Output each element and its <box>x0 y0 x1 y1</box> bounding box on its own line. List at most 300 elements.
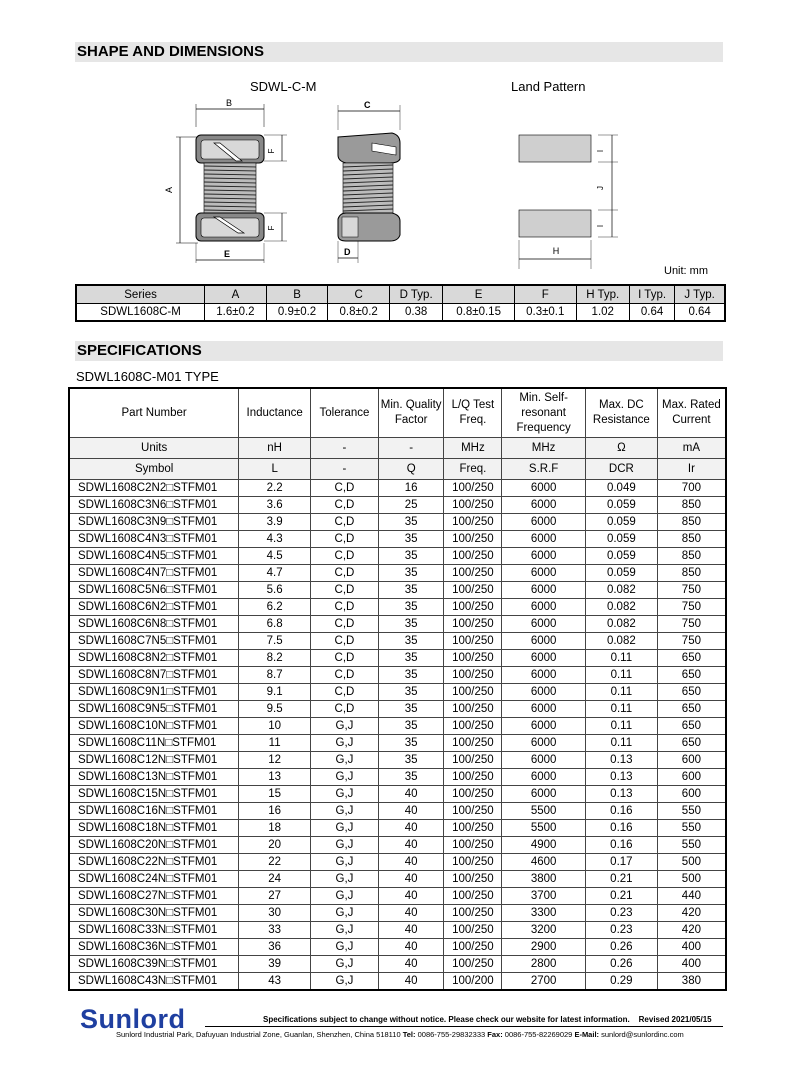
spec-cell: G,J <box>311 888 379 905</box>
spec-cell: C,D <box>311 582 379 599</box>
part-number-cell: SDWL1608C30N□STFM01 <box>69 905 239 922</box>
part-number-cell: SDWL1608C13N□STFM01 <box>69 769 239 786</box>
spec-cell: 24 <box>239 871 311 888</box>
part-number-cell: SDWL1608C6N2□STFM01 <box>69 599 239 616</box>
spec-header-part-number: Part Number <box>69 388 239 438</box>
spec-cell: 6000 <box>502 497 586 514</box>
spec-cell: 36 <box>239 939 311 956</box>
dim-header: J Typ. <box>675 285 725 304</box>
spec-cell: 16 <box>239 803 311 820</box>
spec-cell: 6000 <box>502 752 586 769</box>
spec-cell: 4.7 <box>239 565 311 582</box>
spec-header-current: Max. Rated Current <box>657 388 726 438</box>
table-row <box>69 718 726 735</box>
table-row <box>69 922 726 939</box>
label-b: B <box>225 98 233 108</box>
component-drawing <box>160 95 620 275</box>
spec-header-test-freq: L/Q Test Freq. <box>444 388 502 438</box>
spec-cell: 100/250 <box>444 582 502 599</box>
table-row <box>69 973 726 991</box>
symbol-cell: S.R.F <box>502 459 586 480</box>
footer-fax: 0086-755-82269029 <box>504 1030 573 1039</box>
spec-cell: 9.1 <box>239 684 311 701</box>
symbol-cell: Freq. <box>444 459 502 480</box>
table-row <box>69 650 726 667</box>
spec-cell: 100/250 <box>444 684 502 701</box>
spec-cell: 850 <box>657 514 726 531</box>
spec-cell: 500 <box>657 854 726 871</box>
dimensions-table <box>75 284 726 322</box>
spec-cell: G,J <box>311 973 379 991</box>
spec-cell: 100/250 <box>444 667 502 684</box>
spec-cell: 100/250 <box>444 497 502 514</box>
table-row <box>69 684 726 701</box>
spec-cell: C,D <box>311 684 379 701</box>
table-row <box>69 956 726 973</box>
spec-cell: 6000 <box>502 616 586 633</box>
drawing-caption-right: Land Pattern <box>511 79 586 94</box>
spec-cell: 40 <box>378 837 444 854</box>
label-i-bottom: I <box>596 224 605 228</box>
spec-cell: 2700 <box>502 973 586 991</box>
dim-header: D Typ. <box>389 285 442 304</box>
sunlord-logo: Sunlord <box>80 1004 186 1034</box>
spec-cell: G,J <box>311 854 379 871</box>
spec-cell: 100/250 <box>444 735 502 752</box>
dim-header: A <box>205 285 267 304</box>
spec-cell: 500 <box>657 871 726 888</box>
footer-notice <box>263 1015 712 1024</box>
table-row <box>69 752 726 769</box>
spec-cell: 7.5 <box>239 633 311 650</box>
spec-cell: 100/250 <box>444 837 502 854</box>
part-number-cell: SDWL1608C18N□STFM01 <box>69 820 239 837</box>
spec-cell: 40 <box>378 888 444 905</box>
spec-cell: 400 <box>657 956 726 973</box>
spec-cell: 0.13 <box>585 786 657 803</box>
spec-cell: 0.11 <box>585 667 657 684</box>
spec-cell: G,J <box>311 803 379 820</box>
spec-cell: 0.082 <box>585 582 657 599</box>
spec-cell: 0.11 <box>585 701 657 718</box>
spec-cell: 850 <box>657 548 726 565</box>
part-number-cell: SDWL1608C39N□STFM01 <box>69 956 239 973</box>
spec-cell: 100/250 <box>444 871 502 888</box>
table-row <box>69 837 726 854</box>
spec-cell: 4.3 <box>239 531 311 548</box>
part-number-cell: SDWL1608C9N5□STFM01 <box>69 701 239 718</box>
spec-cell: 8.7 <box>239 667 311 684</box>
spec-cell: 6000 <box>502 735 586 752</box>
label-j: J <box>596 186 605 190</box>
spec-cell: 850 <box>657 497 726 514</box>
spec-cell: 35 <box>378 667 444 684</box>
unit-label: Unit: mm <box>664 265 708 277</box>
spec-cell: 33 <box>239 922 311 939</box>
part-number-cell: SDWL1608C9N1□STFM01 <box>69 684 239 701</box>
spec-cell: 0.059 <box>585 497 657 514</box>
spec-cell: 35 <box>378 531 444 548</box>
spec-cell: 9.5 <box>239 701 311 718</box>
spec-cell: 600 <box>657 786 726 803</box>
spec-cell: 35 <box>378 718 444 735</box>
spec-cell: 100/250 <box>444 803 502 820</box>
spec-subtitle: SDWL1608C-M01 TYPE <box>76 369 219 384</box>
spec-cell: 35 <box>378 633 444 650</box>
spec-header-inductance: Inductance <box>239 388 311 438</box>
spec-cell: 8.2 <box>239 650 311 667</box>
spec-cell: 35 <box>378 752 444 769</box>
spec-cell: G,J <box>311 939 379 956</box>
spec-cell: 650 <box>657 650 726 667</box>
spec-cell: C,D <box>311 701 379 718</box>
spec-cell: 100/200 <box>444 973 502 991</box>
spec-cell: 0.16 <box>585 837 657 854</box>
spec-cell: 0.23 <box>585 922 657 939</box>
spec-cell: 27 <box>239 888 311 905</box>
spec-cell: C,D <box>311 650 379 667</box>
part-number-cell: SDWL1608C4N7□STFM01 <box>69 565 239 582</box>
spec-cell: G,J <box>311 786 379 803</box>
spec-cell: 100/250 <box>444 650 502 667</box>
symbol-cell: Q <box>378 459 444 480</box>
spec-cell: C,D <box>311 616 379 633</box>
dim-header: B <box>266 285 328 304</box>
dim-header: E <box>443 285 515 304</box>
spec-cell: 2800 <box>502 956 586 973</box>
table-row <box>69 701 726 718</box>
spec-cell: 650 <box>657 684 726 701</box>
spec-cell: 100/250 <box>444 633 502 650</box>
footer-address-text: Sunlord Industrial Park, Dafuyuan Industrial Zone, Guanlan, Shenzhen, China 518110 <box>116 1030 401 1039</box>
table-row <box>69 871 726 888</box>
spec-cell: 2900 <box>502 939 586 956</box>
spec-cell: 6000 <box>502 599 586 616</box>
spec-cell: 4600 <box>502 854 586 871</box>
part-number-cell: SDWL1608C16N□STFM01 <box>69 803 239 820</box>
units-cell: mA <box>657 438 726 459</box>
part-number-cell: SDWL1608C8N7□STFM01 <box>69 667 239 684</box>
spec-cell: 12 <box>239 752 311 769</box>
units-cell: Units <box>69 438 239 459</box>
dim-cell: 0.9±0.2 <box>266 304 328 322</box>
spec-cell: 3300 <box>502 905 586 922</box>
spec-cell: 35 <box>378 582 444 599</box>
spec-cell: G,J <box>311 871 379 888</box>
spec-cell: 35 <box>378 599 444 616</box>
spec-cell: 6000 <box>502 684 586 701</box>
spec-cell: 0.082 <box>585 633 657 650</box>
dim-header: F <box>514 285 576 304</box>
spec-cell: 100/250 <box>444 616 502 633</box>
spec-cell: 40 <box>378 922 444 939</box>
spec-cell: 100/250 <box>444 752 502 769</box>
part-number-cell: SDWL1608C5N6□STFM01 <box>69 582 239 599</box>
part-number-cell: SDWL1608C12N□STFM01 <box>69 752 239 769</box>
spec-cell: 30 <box>239 905 311 922</box>
spec-cell: 100/250 <box>444 599 502 616</box>
spec-cell: 5.6 <box>239 582 311 599</box>
spec-cell: 6000 <box>502 667 586 684</box>
spec-cell: 0.13 <box>585 752 657 769</box>
footer-email: sunlord@sunlordinc.com <box>601 1030 684 1039</box>
label-i-top: I <box>596 149 605 153</box>
label-e: E <box>224 249 231 259</box>
spec-cell: G,J <box>311 769 379 786</box>
footer-divider <box>205 1026 723 1027</box>
spec-cell: 750 <box>657 599 726 616</box>
table-row <box>69 548 726 565</box>
part-number-cell: SDWL1608C27N□STFM01 <box>69 888 239 905</box>
spec-cell: 750 <box>657 616 726 633</box>
dim-header: C <box>328 285 390 304</box>
spec-cell: 100/250 <box>444 854 502 871</box>
spec-cell: 39 <box>239 956 311 973</box>
spec-cell: C,D <box>311 548 379 565</box>
table-row <box>69 599 726 616</box>
spec-cell: 0.17 <box>585 854 657 871</box>
dim-header: H Typ. <box>576 285 629 304</box>
part-number-cell: SDWL1608C4N5□STFM01 <box>69 548 239 565</box>
spec-cell: 100/250 <box>444 565 502 582</box>
spec-cell: 600 <box>657 752 726 769</box>
spec-cell: 40 <box>378 956 444 973</box>
spec-cell: 0.21 <box>585 888 657 905</box>
table-row <box>69 803 726 820</box>
spec-cell: C,D <box>311 514 379 531</box>
units-cell: nH <box>239 438 311 459</box>
spec-cell: 650 <box>657 718 726 735</box>
label-h: H <box>552 246 560 256</box>
spec-cell: 16 <box>378 480 444 497</box>
footer-fax-label: Fax: <box>487 1030 503 1039</box>
spec-cell: 35 <box>378 565 444 582</box>
part-number-cell: SDWL1608C7N5□STFM01 <box>69 633 239 650</box>
spec-cell: 0.21 <box>585 871 657 888</box>
spec-cell: 6000 <box>502 650 586 667</box>
spec-cell: 4.5 <box>239 548 311 565</box>
spec-cell: 35 <box>378 769 444 786</box>
spec-cell: 6000 <box>502 718 586 735</box>
land-pattern <box>519 135 618 269</box>
dim-cell: 0.3±0.1 <box>514 304 576 322</box>
table-row <box>69 565 726 582</box>
symbol-cell: - <box>311 459 379 480</box>
spec-cell: 5500 <box>502 820 586 837</box>
footer-email-label: E-Mail: <box>574 1030 600 1039</box>
spec-cell: 100/250 <box>444 718 502 735</box>
spec-cell: 5500 <box>502 803 586 820</box>
spec-cell: G,J <box>311 956 379 973</box>
spec-cell: 3700 <box>502 888 586 905</box>
spec-cell: 22 <box>239 854 311 871</box>
spec-table-body <box>69 480 726 991</box>
spec-cell: 6000 <box>502 786 586 803</box>
footer-tel-label: Tel: <box>402 1030 416 1039</box>
table-row <box>69 769 726 786</box>
dim-header: I Typ. <box>629 285 674 304</box>
spec-cell: 40 <box>378 803 444 820</box>
table-row <box>69 616 726 633</box>
part-number-cell: SDWL1608C20N□STFM01 <box>69 837 239 854</box>
spec-cell: 0.082 <box>585 616 657 633</box>
spec-cell: 0.23 <box>585 905 657 922</box>
spec-cell: 40 <box>378 939 444 956</box>
spec-cell: 6000 <box>502 582 586 599</box>
spec-cell: 650 <box>657 701 726 718</box>
spec-cell: 20 <box>239 837 311 854</box>
spec-cell: 3800 <box>502 871 586 888</box>
spec-cell: C,D <box>311 531 379 548</box>
spec-cell: 100/250 <box>444 939 502 956</box>
spec-cell: 40 <box>378 820 444 837</box>
spec-cell: 650 <box>657 735 726 752</box>
units-cell: MHz <box>502 438 586 459</box>
spec-cell: 0.059 <box>585 548 657 565</box>
spec-cell: 100/250 <box>444 888 502 905</box>
spec-cell: 35 <box>378 514 444 531</box>
part-number-cell: SDWL1608C8N2□STFM01 <box>69 650 239 667</box>
spec-cell: 40 <box>378 854 444 871</box>
table-row <box>69 820 726 837</box>
spec-cell: 100/250 <box>444 480 502 497</box>
spec-cell: 0.26 <box>585 956 657 973</box>
part-number-cell: SDWL1608C24N□STFM01 <box>69 871 239 888</box>
footer-address <box>116 1030 684 1039</box>
spec-cell: 40 <box>378 905 444 922</box>
dim-cell: SDWL1608C-M <box>76 304 205 322</box>
symbol-cell: L <box>239 459 311 480</box>
section-title-shape: SHAPE AND DIMENSIONS <box>75 42 723 62</box>
spec-cell: 15 <box>239 786 311 803</box>
spec-cell: 35 <box>378 684 444 701</box>
spec-cell: 43 <box>239 973 311 991</box>
part-number-cell: SDWL1608C3N9□STFM01 <box>69 514 239 531</box>
symbol-cell: DCR <box>585 459 657 480</box>
label-a: A <box>164 186 174 194</box>
spec-cell: 100/250 <box>444 905 502 922</box>
table-row <box>69 497 726 514</box>
spec-cell: 100/250 <box>444 769 502 786</box>
part-number-cell: SDWL1608C11N□STFM01 <box>69 735 239 752</box>
spec-header-dcr: Max. DC Resistance <box>585 388 657 438</box>
spec-cell: 0.13 <box>585 769 657 786</box>
table-row <box>69 514 726 531</box>
spec-cell: G,J <box>311 752 379 769</box>
spec-cell: 0.049 <box>585 480 657 497</box>
spec-cell: 40 <box>378 973 444 991</box>
spec-cell: C,D <box>311 633 379 650</box>
spec-cell: C,D <box>311 497 379 514</box>
label-f-top: F <box>267 148 276 154</box>
spec-cell: G,J <box>311 735 379 752</box>
drawing-caption-left: SDWL-C-M <box>250 79 317 94</box>
units-cell: - <box>378 438 444 459</box>
spec-cell: 35 <box>378 701 444 718</box>
front-view <box>164 98 287 263</box>
spec-cell: 18 <box>239 820 311 837</box>
spec-cell: 0.16 <box>585 803 657 820</box>
table-row <box>69 582 726 599</box>
spec-cell: 0.059 <box>585 565 657 582</box>
spec-cell: C,D <box>311 480 379 497</box>
spec-cell: 550 <box>657 820 726 837</box>
spec-cell: C,D <box>311 599 379 616</box>
label-f-bottom: F <box>267 225 276 231</box>
spec-cell: G,J <box>311 905 379 922</box>
label-c: C <box>364 100 371 110</box>
footer-tel: 0086-755-29832333 <box>417 1030 486 1039</box>
part-number-cell: SDWL1608C36N□STFM01 <box>69 939 239 956</box>
dim-header: Series <box>76 285 205 304</box>
dim-cell: 0.64 <box>629 304 674 322</box>
footer-revised: Revised 2021/05/15 <box>638 1015 712 1024</box>
dim-cell: 1.02 <box>576 304 629 322</box>
spec-cell: 100/250 <box>444 514 502 531</box>
units-cell: Ω <box>585 438 657 459</box>
spec-cell: 600 <box>657 769 726 786</box>
part-number-cell: SDWL1608C6N8□STFM01 <box>69 616 239 633</box>
spec-cell: 0.11 <box>585 718 657 735</box>
spec-cell: 3200 <box>502 922 586 939</box>
spec-cell: 40 <box>378 786 444 803</box>
spec-cell: 6000 <box>502 548 586 565</box>
spec-cell: G,J <box>311 718 379 735</box>
symbol-cell: Symbol <box>69 459 239 480</box>
spec-cell: 550 <box>657 837 726 854</box>
part-number-cell: SDWL1608C43N□STFM01 <box>69 973 239 991</box>
part-number-cell: SDWL1608C3N6□STFM01 <box>69 497 239 514</box>
spec-cell: 0.26 <box>585 939 657 956</box>
spec-cell: 6.2 <box>239 599 311 616</box>
section-title-spec: SPECIFICATIONS <box>75 341 723 361</box>
table-row <box>69 667 726 684</box>
spec-cell: G,J <box>311 837 379 854</box>
spec-cell: 100/250 <box>444 956 502 973</box>
spec-header-q: Min. Quality Factor <box>378 388 444 438</box>
footer-notice-text: Specifications subject to change without notice. Please check our website for latest information. <box>263 1015 630 1024</box>
spec-cell: 6000 <box>502 531 586 548</box>
spec-cell: 35 <box>378 616 444 633</box>
spec-cell: 550 <box>657 803 726 820</box>
spec-cell: 700 <box>657 480 726 497</box>
spec-cell: 13 <box>239 769 311 786</box>
spec-header-srf: Min. Self-resonant Frequency <box>502 388 586 438</box>
spec-cell: 6.8 <box>239 616 311 633</box>
table-row <box>69 854 726 871</box>
spec-cell: 750 <box>657 633 726 650</box>
spec-cell: 850 <box>657 531 726 548</box>
spec-cell: 0.29 <box>585 973 657 991</box>
spec-cell: 0.059 <box>585 531 657 548</box>
spec-cell: 11 <box>239 735 311 752</box>
spec-cell: 6000 <box>502 701 586 718</box>
label-d: D <box>344 247 351 257</box>
dim-cell: 0.38 <box>389 304 442 322</box>
spec-cell: 4900 <box>502 837 586 854</box>
spec-cell: 100/250 <box>444 548 502 565</box>
spec-cell: 3.9 <box>239 514 311 531</box>
spec-cell: 100/250 <box>444 701 502 718</box>
spec-cell: 6000 <box>502 480 586 497</box>
spec-cell: 0.11 <box>585 684 657 701</box>
spec-cell: 40 <box>378 871 444 888</box>
spec-cell: 35 <box>378 650 444 667</box>
dim-cell: 0.64 <box>675 304 725 322</box>
dim-cell: 1.6±0.2 <box>205 304 267 322</box>
spec-cell: 420 <box>657 905 726 922</box>
spec-cell: 100/250 <box>444 786 502 803</box>
